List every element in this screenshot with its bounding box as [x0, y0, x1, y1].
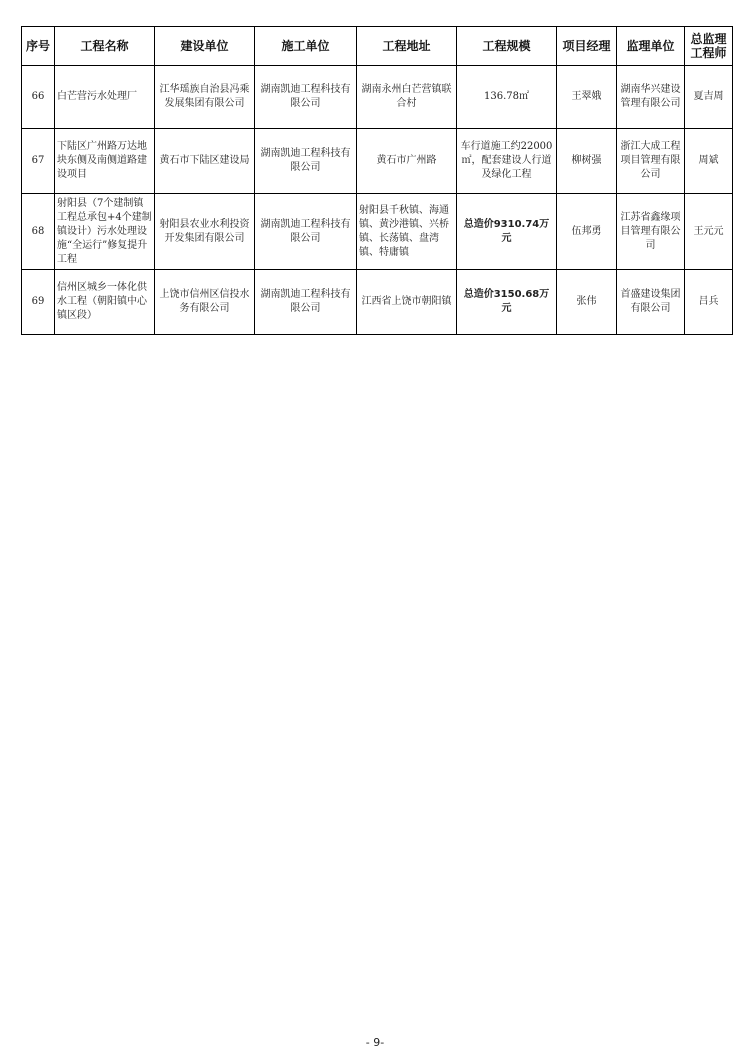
project-table	[21, 26, 733, 335]
cell-chief: 夏吉周	[685, 66, 733, 129]
table-row	[22, 270, 733, 335]
cell-contractor: 湖南凯迪工程科技有限公司	[255, 194, 357, 270]
cell-scale: 总造价3150.68万元	[457, 270, 557, 335]
cell-manager: 柳树强	[557, 129, 617, 194]
cell-contractor: 湖南凯迪工程科技有限公司	[255, 66, 357, 129]
cell-name: 白芒营污水处理厂	[55, 66, 155, 129]
cell-manager: 伍邦勇	[557, 194, 617, 270]
header-no: 序号	[22, 27, 55, 66]
table-row	[22, 194, 733, 270]
header-address: 工程地址	[357, 27, 457, 66]
cell-owner: 江华瑶族自治县冯乘发展集团有限公司	[155, 66, 255, 129]
cell-no: 69	[22, 270, 55, 335]
cell-manager: 王翠娥	[557, 66, 617, 129]
cell-owner: 上饶市信州区信投水务有限公司	[155, 270, 255, 335]
cell-address: 湖南永州白芒营镇联合村	[357, 66, 457, 129]
cell-address: 黄石市广州路	[357, 129, 457, 194]
cell-chief: 王元元	[685, 194, 733, 270]
table-row	[22, 129, 733, 194]
cell-scale: 总造价9310.74万元	[457, 194, 557, 270]
header-manager: 项目经理	[557, 27, 617, 66]
header-name: 工程名称	[55, 27, 155, 66]
cell-owner: 射阳县农业水利投资开发集团有限公司	[155, 194, 255, 270]
page-number: - 9-	[365, 1036, 385, 1049]
header-scale: 工程规模	[457, 27, 557, 66]
cell-owner: 黄石市下陆区建设局	[155, 129, 255, 194]
cell-address: 射阳县千秋镇、海通镇、黄沙港镇、兴桥镇、长荡镇、盘湾镇、特庸镇	[357, 194, 457, 270]
cell-no: 67	[22, 129, 55, 194]
cell-supervisor: 首盛建设集团有限公司	[617, 270, 685, 335]
cell-name: 信州区城乡一体化供水工程（朝阳镇中心镇区段）	[55, 270, 155, 335]
cell-chief: 周斌	[685, 129, 733, 194]
cell-name: 下陆区广州路万达地块东侧及南侧道路建设项目	[55, 129, 155, 194]
table-row	[22, 66, 733, 129]
cell-supervisor: 江苏省鑫缘项目管理有限公司	[617, 194, 685, 270]
cell-scale: 车行道施工约22000㎡，配套建设人行道及绿化工程	[457, 129, 557, 194]
header-supervisor: 监理单位	[617, 27, 685, 66]
cell-name: 射阳县（7个建制镇工程总承包+4个建制镇设计）污水处理设施“全运行”修复提升工程	[55, 194, 155, 270]
header-chief: 总监理工程师	[685, 27, 733, 66]
cell-supervisor: 湖南华兴建设管理有限公司	[617, 66, 685, 129]
cell-no: 66	[22, 66, 55, 129]
header-row	[22, 27, 733, 66]
cell-no: 68	[22, 194, 55, 270]
cell-chief: 吕兵	[685, 270, 733, 335]
header-contractor: 施工单位	[255, 27, 357, 66]
cell-supervisor: 浙江大成工程项目管理有限公司	[617, 129, 685, 194]
header-owner: 建设单位	[155, 27, 255, 66]
cell-contractor: 湖南凯迪工程科技有限公司	[255, 129, 357, 194]
cell-address: 江西省上饶市朝阳镇	[357, 270, 457, 335]
cell-contractor: 湖南凯迪工程科技有限公司	[255, 270, 357, 335]
cell-manager: 张伟	[557, 270, 617, 335]
cell-scale: 136.78㎡	[457, 66, 557, 129]
